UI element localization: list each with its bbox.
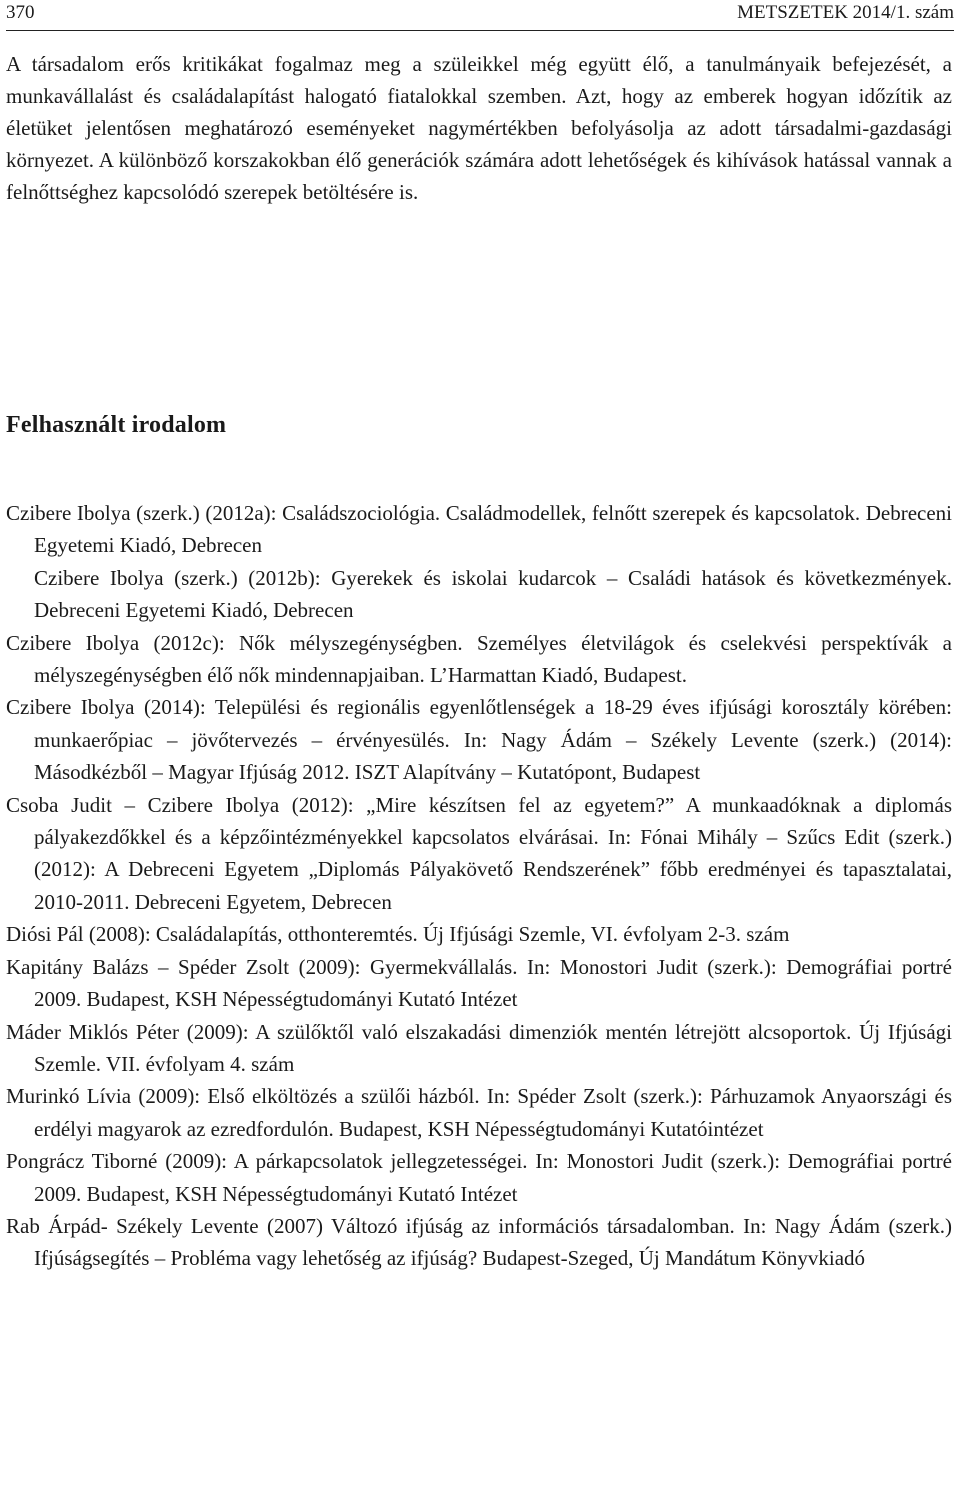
reference-item: Pongrácz Tiborné (2009): A párkapcsolatok jellegzetességei. In: Monostori Judit (szerk.): Demográfiai portré 2009. Budapest, KSH Népességtudományi Kutató Intézet bbox=[6, 1149, 952, 1206]
reference-item: Csoba Judit – Czibere Ibolya (2012): „Mire készítsen fel az egyetem?” A munkaadóknak a diplomás pályakezdőkkel és a képzőintézményekkel kapcsolatos elvárásai. In: Fónai Mihály – Szűcs Edit (szerk.) (2012): A Debreceni Egyetem „Diplomás Pályakövető Rendszerének” főbb eredményei és tapasztalatai, 2010-2011. Debreceni Egyetem, Debrecen bbox=[6, 792, 952, 914]
reference-item: Máder Miklós Péter (2009): A szülőktől való elszakadási dimenziók mentén létrejött alcsoportok. Új Ifjúsági Szemle. VII. évfolyam 4. szám bbox=[6, 1019, 952, 1076]
page-header bbox=[6, 0, 954, 31]
reference-item: Czibere Ibolya (2014): Települési és regionális egyenlőtlenségek a 18-29 éves ifjúsági korosztály körében: munkaerőpiac – jövőtervezés – érvényesülés. In: Nagy Ádám – Székely Levente (szerk.) (2014): Másodkézből – Magyar Ifjúság 2012. ISZT Alapítvány – Kutatópont, Budapest bbox=[6, 695, 952, 785]
reference-list bbox=[6, 497, 952, 1275]
reference-item: Czibere Ibolya (szerk.) (2012a): Családszociológia. Családmodellek, felnőtt szerepek és kapcsolatok. Debreceni Egyetemi Kiadó, Debrecen bbox=[6, 501, 952, 558]
reference-item: Rab Árpád- Székely Levente (2007) Változó ifjúság az információs társadalomban. In: Nagy Ádám (szerk.) Ifjúságsegítés – Probléma vagy lehetőség az ifjúság? Budapest-Szeged, Új Mandátum Könyvkiadó bbox=[6, 1213, 952, 1271]
reference-item: Murinkó Lívia (2009): Első elköltözés a szülői házból. In: Spéder Zsolt (szerk.): Párhuzamok Anyaországi és erdélyi magyarok az ezredfordulón. Budapest, KSH Népességtudományi Kutatóintézet bbox=[6, 1084, 952, 1141]
reference-item: Diósi Pál (2008): Családalapítás, otthonteremtés. Új Ifjúsági Szemle, VI. évfolyam 2-3. szám bbox=[6, 922, 790, 947]
intro-paragraph: A társadalom erős kritikákat fogalmaz meg a szüleikkel még együtt élő, a tanulmányaik befejezését, a munkavállalást és családalapítást halogató fiatalokkal szemben. Azt, hogy az emberek hogyan időzítik az életüket jelentősen meghatározó eseményeket nagymértékben befolyásolja az adott társadalmi-gazdasági környezet. A különböző korszakokban élő generációk számára adott lehetőségek és kihívások hatással vannak a felnőttséghez kapcsolódó szerepek betöltésére is. bbox=[6, 52, 952, 204]
reference-item: Kapitány Balázs – Spéder Zsolt (2009): Gyermekvállalás. In: Monostori Judit (szerk.): Demográfiai portré 2009. Budapest, KSH Népességtudományi Kutató Intézet bbox=[6, 954, 952, 1012]
reference-item: Czibere Ibolya (szerk.) (2012b): Gyerekek és iskolai kudarcok – Családi hatások és következmények. Debreceni Egyetemi Kiadó, Debrecen bbox=[34, 565, 952, 623]
page-number: 370 bbox=[6, 2, 35, 23]
reference-item: Czibere Ibolya (2012c): Nők mélyszegénységben. Személyes életvilágok és cselekvési perspektívák a mélyszegénységben élő nők mindennapjaiban. L’Harmattan Kiadó, Budapest. bbox=[6, 630, 952, 688]
journal-title: METSZETEK 2014/1. szám bbox=[737, 2, 954, 23]
references-heading: Felhasznált irodalom bbox=[6, 412, 227, 438]
